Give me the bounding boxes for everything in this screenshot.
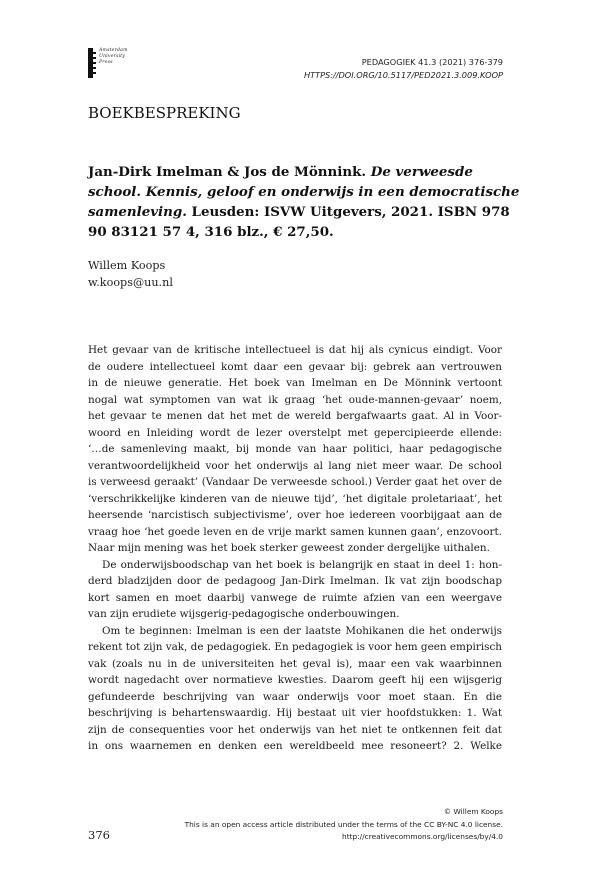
logo-notch [93,52,96,54]
logo-line: Press [99,60,113,66]
body-line: Naar mijn mening was het boek sterker geweest zonder dergelijke uithalen. [88,542,490,554]
logo-line: Amsterdam [99,48,128,53]
body-line: nogal wat symptomen van wat ik graag ‘het oude-mannen-gevaar’ noem, [88,393,502,406]
logo-notch [93,67,96,69]
section-title: BOEKBESPREKING [88,104,241,122]
page-number: 376 [88,828,110,842]
book-authors: Jan-Dirk Imelman & Jos de Mönnink. [88,164,367,180]
body-line: in de nieuwe generatie. Het boek van Imelman en De Mönnink vertoont [88,377,502,389]
body-line: Het gevaar van de kritische intellectueel is dat hij als cynicus eindigt. Voor [88,344,502,356]
body-line: gefundeerde beschrijving van waar onderwijs voor moet staan. En die [88,690,502,703]
book-title: De verweesde school. Kennis, geloof en onderwijs in een democratische samenleving. [88,164,520,220]
logo-line: University [99,54,126,60]
license-statement: This is an open access article distributed under the terms of the CC BY-NC 4.0 license. [184,819,503,829]
journal-citation: PEDAGOGIEK 41.3 (2021) 376-379 [361,57,503,67]
body-line: vak (zoals nu in de universiteiten het geval is), maar een vak waarbinnen [88,657,502,670]
review-title [88,162,522,242]
reviewer-block [88,258,173,291]
license-link[interactable]: http://creativecommons.org/licenses/by/4.0 [342,832,503,841]
body-line: ‘…de samenleving maakt, bij monde van haar politici, haar pedagogische [88,443,502,455]
publication-details: Leusden: ISVW Uitgevers, 2021. ISBN 978 90 83121 57 4, 316 blz., € 27,50. [88,204,510,240]
body-text [88,342,502,755]
body-line: ‘verschrikkelijke kinderen van de nieuwe tijd’, ‘het digitale proletariaat’, het [88,492,502,505]
body-line: De onderwijsboodschap van het boek is belangrijk en staat in deel 1: hon- [102,558,502,571]
body-line: zijn de consequenties voor het onderwijs van het niet te ontkennen feit dat [88,723,502,736]
body-line: verantwoordelijkheid voor het onderwijs al lang niet meer waar. De school [88,459,502,472]
body-line: vraag hoe ‘het goede leven en de vrije markt samen kunnen gaan’, enzovoort. [88,525,502,538]
body-line: de oudere intellectueel komt daar een gevaar bij: gebrek aan vertrouwen [88,360,502,373]
reviewer-email[interactable]: w.koops@uu.nl [88,275,173,289]
reviewer-name: Willem Koops [88,259,166,272]
body-line: in ons waarnemen en denken een wereldbeeld mee resoneert? 2. Welke [88,740,502,752]
body-line: het gevaar te menen dat het met de wereld bergafwaarts gaat. Al in Voor- [88,410,502,422]
doi-link[interactable]: HTTPS://DOI.ORG/10.5117/PED2021.3.009.KOOP [303,70,503,80]
running-header [304,56,503,82]
body-line: Om te beginnen: Imelman is een der laatste Mohikanen die het onderwijs [102,624,502,637]
copyright-notice: © Willem Koops [443,807,503,816]
logo-notch [93,57,96,59]
body-line: rekent tot zijn vak, de pedagogiek. En pedagogiek is voor hem geen empirisch [88,641,502,653]
logo-wordmark [99,48,128,67]
license-footer [185,806,503,844]
body-line: heersende ‘narcistisch subjectivisme’, over hoe iedereen voorbijgaat aan de [88,509,502,521]
logo-notch [93,72,96,74]
body-line: beschrijving is behartenswaardig. Hij bestaat uit vier hoofdstukken: 1. Wat [88,707,502,719]
body-line: kort samen en moet daarbij vanwege de ruimte afzien van een weergave [88,591,502,604]
body-line: is verweesd geraakt’ (Vandaar De verweesde school.) Verder gaat het over de [88,476,502,488]
logo-notch [93,62,96,64]
body-line: woord en Inleiding wordt de lezer overstelpt met gepercipieerde ellende: [88,426,502,439]
publisher-logo [88,48,148,80]
body-line: wordt nagedacht over normatieve kwesties. Daarom geeft hij een wijsgerig [88,674,502,686]
body-line: derd bladzijden door de pedagoog Jan-Dirk Imelman. Ik vat zijn boodschap [88,575,502,587]
body-line: van zijn erudiete wijsgerig-pedagogische onderbouwingen. [88,608,400,620]
